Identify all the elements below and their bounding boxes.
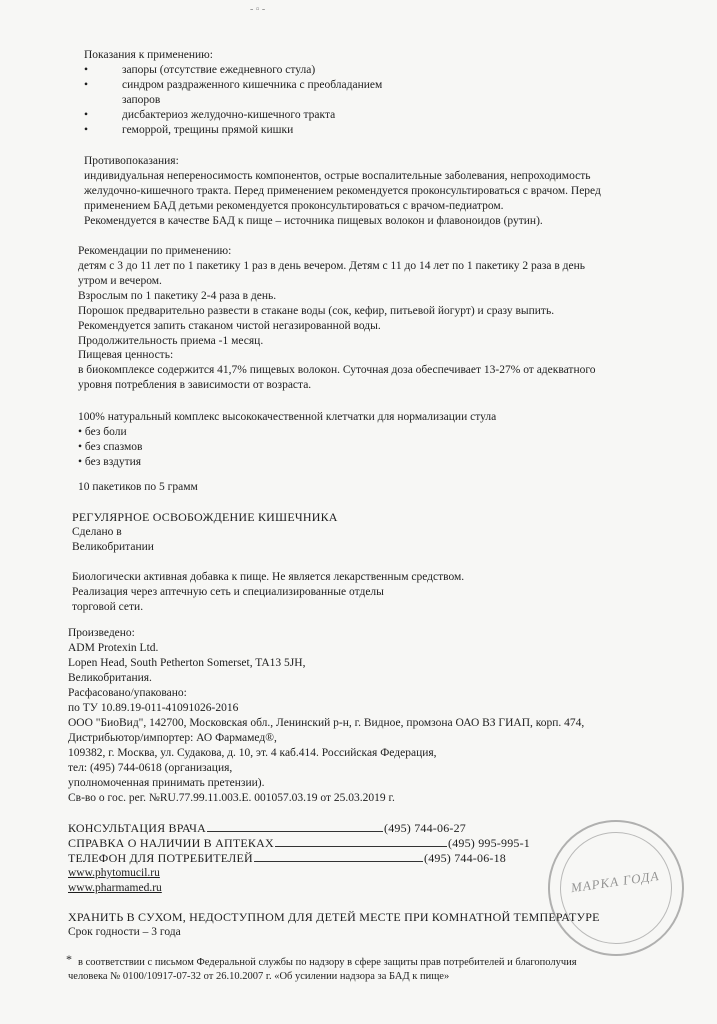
package-info: 10 пакетиков по 5 грамм bbox=[78, 481, 198, 493]
text-line: Сделано в bbox=[72, 526, 122, 538]
recommendations-section bbox=[78, 244, 585, 349]
text-line: индивидуальная непереносимость компонентов, острые воспалительные заболевания, непроходимость bbox=[84, 170, 591, 182]
text-line: Рекомендуется запить стаканом чистой негазированной воды. bbox=[78, 320, 381, 332]
regular-section bbox=[72, 510, 338, 555]
text-line: Продолжительность приема -1 месяц. bbox=[78, 335, 264, 347]
storage-section bbox=[68, 910, 600, 940]
indication-item: • геморрой, трещины прямой кишки bbox=[84, 124, 294, 136]
website-link[interactable]: www.phytomucil.ru bbox=[68, 867, 160, 879]
stamp-text: МАРКА ГОДА bbox=[569, 867, 661, 896]
complex-title: 100% натуральный комплекс высококачественной клетчатки для нормализации стула bbox=[78, 411, 497, 423]
contact-label: СПРАВКА О НАЛИЧИИ В АПТЕКАХ bbox=[68, 836, 274, 850]
indication-item: • дисбактериоз желудочно-кишечного тракта bbox=[84, 109, 336, 121]
nutrition-title: Пищевая ценность: bbox=[78, 349, 174, 361]
text-line: применением БАД детьми рекомендуется проконсультироваться с врачом-педиатром. bbox=[84, 200, 504, 212]
contact-label: КОНСУЛЬТАЦИЯ ВРАЧА bbox=[68, 821, 206, 835]
complex-section bbox=[78, 410, 496, 470]
footnote-section bbox=[78, 956, 577, 970]
recommendations-title: Рекомендации по применению: bbox=[78, 245, 232, 257]
contact-row bbox=[68, 836, 530, 851]
indication-item: • запоры (отсутствие ежедневного стула) bbox=[84, 64, 316, 76]
text-line: 109382, г. Москва, ул. Судакова, д. 10, эт. 4 каб.414. Российская Федерация, bbox=[68, 747, 437, 759]
text-line: Св-во о гос. рег. №RU.77.99.11.003.E. 001057.03.19 от 25.03.2019 г. bbox=[68, 792, 395, 804]
contact-phone: (495) 744-06-27 bbox=[384, 821, 466, 835]
contact-phone: (495) 995-995-1 bbox=[448, 836, 530, 850]
indications-section bbox=[84, 48, 382, 138]
text-line: Взрослым по 1 пакетику 2-4 раза в день. bbox=[78, 290, 277, 302]
text-line: Реализация через аптечную сеть и специализированные отделы bbox=[72, 586, 384, 598]
contact-label: ТЕЛЕФОН ДЛЯ ПОТРЕБИТЕЛЕЙ bbox=[68, 851, 253, 865]
website-link[interactable]: www.pharmamed.ru bbox=[68, 882, 162, 894]
contraindications-title: Противопоказания: bbox=[84, 155, 179, 167]
text-line: торговой сети. bbox=[72, 601, 144, 613]
indications-list bbox=[84, 63, 382, 138]
complex-bullet: • без спазмов bbox=[78, 441, 143, 453]
regular-heading: РЕГУЛЯРНОЕ ОСВОБОЖДЕНИЕ КИШЕЧНИКА bbox=[72, 510, 338, 524]
text-line: детям с 3 до 11 лет по 1 пакетику 1 раз в день вечером. Детям с 11 до 14 лет по 1 пакетику 2 раза в день bbox=[78, 260, 586, 272]
text-line: Расфасовано/упаковано: bbox=[68, 687, 187, 699]
text-line: уровня потребления в зависимости от возраста. bbox=[78, 379, 312, 391]
text-line: по ТУ 10.89.19-011-41091026-2016 bbox=[68, 702, 239, 714]
complex-bullet: • без боли bbox=[78, 426, 127, 438]
text-line: желудочно-кишечного тракта. Перед применением рекомендуется проконсультироваться с врачом. Перед bbox=[84, 185, 601, 197]
scan-mark: - ▫ - bbox=[250, 4, 266, 15]
contacts-section bbox=[68, 821, 530, 866]
text-line: человека № 0100/10917-07-32 от 26.10.2007 г. «Об усилении надзора за БАД к пище» bbox=[68, 971, 450, 982]
complex-bullet: • без вздутия bbox=[78, 456, 142, 468]
shelf-life: Срок годности – 3 года bbox=[68, 926, 181, 938]
indications-title: Показания к применению: bbox=[84, 49, 213, 61]
text-line: Биологически активная добавка к пище. Не является лекарственным средством. bbox=[72, 571, 465, 583]
text-line: Великобритании bbox=[72, 541, 154, 553]
text-line: Дистрибьютор/импортер: АО Фармамед®, bbox=[68, 732, 277, 744]
text-line: Произведено: bbox=[68, 627, 135, 639]
text-line: тел: (495) 744-0618 (организация, bbox=[68, 762, 233, 774]
text-line: Рекомендуется в качестве БАД к пище – источника пищевых волокон и флавоноидов (рутин). bbox=[84, 215, 543, 227]
brand-stamp bbox=[539, 811, 693, 965]
text-line: в биокомплексе содержится 41,7% пищевых волокон. Суточная доза обеспечивает 13-27% от адекватного bbox=[78, 364, 596, 376]
contact-row bbox=[68, 821, 530, 836]
nutrition-section bbox=[78, 348, 596, 393]
indication-item: • синдром раздраженного кишечника с преобладанием запоров bbox=[84, 79, 383, 106]
text-line: ООО "БиоВид", 142700, Московская обл., Ленинский р-н, г. Видное, промзона ОАО ВЗ ГИАП, корп. 474, bbox=[68, 717, 585, 729]
text-line: Великобритания. bbox=[68, 672, 152, 684]
text-line: Lopen Head, South Petherton Somerset, TA13 5JH, bbox=[68, 657, 306, 669]
text-line: уполномоченная принимать претензии). bbox=[68, 777, 265, 789]
text-line: Порошок предварительно развести в стакане воды (сок, кефир, питьевой йогурт) и сразу выпить. bbox=[78, 305, 555, 317]
storage-text: ХРАНИТЬ В СУХОМ, НЕДОСТУПНОМ ДЛЯ ДЕТЕЙ МЕСТЕ ПРИ КОМНАТНОЙ ТЕМПЕРАТУРЕ bbox=[68, 910, 600, 924]
footnote-section-cont bbox=[68, 970, 449, 984]
contact-row bbox=[68, 851, 530, 866]
supplement-section bbox=[72, 570, 464, 615]
text-line: утром и вечером. bbox=[78, 275, 162, 287]
footnote-star: * bbox=[66, 952, 72, 966]
text-line: ADM Protexin Ltd. bbox=[68, 642, 159, 654]
links-section bbox=[68, 866, 162, 896]
contraindications-section bbox=[84, 154, 601, 229]
producer-section bbox=[68, 626, 584, 806]
text-line: в соответствии с письмом Федеральной службы по надзору в сфере защиты прав потребителей и благополучия bbox=[78, 957, 577, 968]
contact-phone: (495) 744-06-18 bbox=[424, 851, 506, 865]
